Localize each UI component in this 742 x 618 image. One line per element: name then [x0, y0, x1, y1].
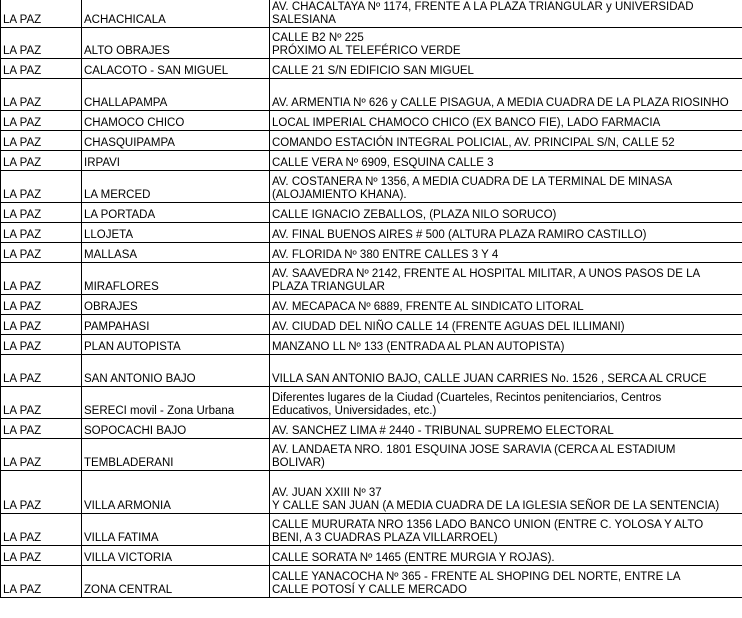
city-cell[interactable]: LA PAZ [1, 79, 82, 111]
address-cell[interactable]: LOCAL IMPERIAL CHAMOCO CHICO (EX BANCO FIE), LADO FARMACIA [270, 111, 742, 131]
city-cell[interactable]: LA PAZ [1, 171, 82, 203]
table-row[interactable] [1, 387, 742, 419]
city-cell[interactable]: LA PAZ [1, 243, 82, 263]
zone-cell[interactable]: VILLA ARMONIA [82, 471, 270, 514]
city-cell[interactable]: LA PAZ [1, 223, 82, 243]
address-cell[interactable]: Diferentes lugares de la Ciudad (Cuarteles, Recintos penitenciarios, Centros Educativos, Universidades, etc.) [270, 387, 742, 419]
zone-cell[interactable]: CHAMOCO CHICO [82, 111, 270, 131]
address-cell[interactable]: COMANDO ESTACIÓN INTEGRAL POLICIAL, AV. PRINCIPAL S/N, CALLE 52 [270, 131, 742, 151]
zone-cell[interactable]: SAN ANTONIO BAJO [82, 355, 270, 387]
table-row[interactable] [1, 439, 742, 471]
zone-cell[interactable]: SOPOCACHI BAJO [82, 419, 270, 439]
address-cell[interactable]: CALLE 21 S/N EDIFICIO SAN MIGUEL [270, 59, 742, 79]
zone-cell[interactable]: VILLA VICTORIA [82, 546, 270, 566]
city-cell[interactable]: LA PAZ [1, 355, 82, 387]
table-row[interactable] [1, 419, 742, 439]
address-cell[interactable]: AV. CIUDAD DEL NIÑO CALLE 14 (FRENTE AGUAS DEL ILLIMANI) [270, 315, 742, 335]
zone-cell[interactable]: ACHACHICALA [82, 0, 270, 28]
address-cell[interactable]: CALLE YANACOCHA Nº 365 - FRENTE AL SHOPING DEL NORTE, ENTRE LA CALLE POTOSÍ Y CALLE MERCADO [270, 566, 742, 598]
address-cell[interactable]: AV. SAAVEDRA Nº 2142, FRENTE AL HOSPITAL MILITAR, A UNOS PASOS DE LA PLAZA TRIANGULAR [270, 263, 742, 295]
city-cell[interactable]: LA PAZ [1, 566, 82, 598]
zone-cell[interactable]: LA MERCED [82, 171, 270, 203]
table-row[interactable] [1, 151, 742, 171]
table-row[interactable] [1, 111, 742, 131]
city-cell[interactable]: LA PAZ [1, 546, 82, 566]
address-cell[interactable]: AV. MECAPACA Nº 6889, FRENTE AL SINDICATO LITORAL [270, 295, 742, 315]
zone-cell[interactable]: TEMBLADERANI [82, 439, 270, 471]
address-cell[interactable]: AV. ARMENTIA Nº 626 y CALLE PISAGUA, A MEDIA CUADRA DE LA PLAZA RIOSINHO [270, 79, 742, 111]
city-cell[interactable]: LA PAZ [1, 59, 82, 79]
zone-cell[interactable]: LLOJETA [82, 223, 270, 243]
city-cell[interactable]: LA PAZ [1, 295, 82, 315]
address-cell[interactable]: AV. FLORIDA Nº 380 ENTRE CALLES 3 Y 4 [270, 243, 742, 263]
address-cell[interactable]: AV. FINAL BUENOS AIRES # 500 (ALTURA PLAZA RAMIRO CASTILLO) [270, 223, 742, 243]
table-row[interactable] [1, 514, 742, 546]
address-cell[interactable]: AV. CHACALTAYA Nº 1174, FRENTE A LA PLAZA TRIANGULAR y UNIVERSIDAD SALESIANA [270, 0, 742, 28]
zone-cell[interactable]: ZONA CENTRAL [82, 566, 270, 598]
address-cell[interactable]: AV. COSTANERA Nº 1356, A MEDIA CUADRA DE LA TERMINAL DE MINASA (ALOJAMIENTO KHANA). [270, 171, 742, 203]
zone-cell[interactable]: CHASQUIPAMPA [82, 131, 270, 151]
zone-cell[interactable]: PLAN AUTOPISTA [82, 335, 270, 355]
address-cell[interactable]: CALLE SORATA Nº 1465 (ENTRE MURGIA Y ROJAS). [270, 546, 742, 566]
zone-cell[interactable]: IRPAVI [82, 151, 270, 171]
zone-cell[interactable]: MIRAFLORES [82, 263, 270, 295]
zone-cell[interactable]: CHALLAPAMPA [82, 79, 270, 111]
city-cell[interactable]: LA PAZ [1, 131, 82, 151]
city-cell[interactable]: LA PAZ [1, 514, 82, 546]
zone-cell[interactable]: SERECI movil - Zona Urbana [82, 387, 270, 419]
city-cell[interactable]: LA PAZ [1, 387, 82, 419]
zone-cell[interactable]: CALACOTO - SAN MIGUEL [82, 59, 270, 79]
city-cell[interactable]: LA PAZ [1, 335, 82, 355]
city-cell[interactable]: LA PAZ [1, 111, 82, 131]
address-cell[interactable]: AV. SANCHEZ LIMA # 2440 - TRIBUNAL SUPREMO ELECTORAL [270, 419, 742, 439]
table-row[interactable] [1, 355, 742, 387]
city-cell[interactable]: LA PAZ [1, 471, 82, 514]
table-row[interactable] [1, 295, 742, 315]
table-row[interactable] [1, 315, 742, 335]
city-cell[interactable]: LA PAZ [1, 203, 82, 223]
address-cell[interactable]: MANZANO LL Nº 133 (ENTRADA AL PLAN AUTOPISTA) [270, 335, 742, 355]
city-cell[interactable]: LA PAZ [1, 263, 82, 295]
address-cell[interactable]: AV. LANDAETA NRO. 1801 ESQUINA JOSE SARAVIA (CERCA AL ESTADIUM BOLIVAR) [270, 439, 742, 471]
address-cell[interactable]: AV. JUAN XXIII Nº 37 Y CALLE SAN JUAN (A MEDIA CUADRA DE LA IGLESIA SEÑOR DE LA SENTENCIA) [270, 471, 742, 514]
zone-cell[interactable]: MALLASA [82, 243, 270, 263]
city-cell[interactable]: LA PAZ [1, 151, 82, 171]
city-cell[interactable]: LA PAZ [1, 28, 82, 59]
city-cell[interactable]: LA PAZ [1, 439, 82, 471]
table-row[interactable] [1, 471, 742, 514]
zone-cell[interactable]: OBRAJES [82, 295, 270, 315]
table-row[interactable] [1, 223, 742, 243]
table-row[interactable] [1, 131, 742, 151]
table-row[interactable] [1, 243, 742, 263]
address-cell[interactable]: CALLE VERA Nº 6909, ESQUINA CALLE 3 [270, 151, 742, 171]
city-cell[interactable]: LA PAZ [1, 315, 82, 335]
address-cell[interactable]: VILLA SAN ANTONIO BAJO, CALLE JUAN CARRIES No. 1526 , SERCA AL CRUCE [270, 355, 742, 387]
zone-cell[interactable]: VILLA FATIMA [82, 514, 270, 546]
table-row[interactable] [1, 59, 742, 79]
address-cell[interactable]: CALLE B2 Nº 225 PRÓXIMO AL TELEFÉRICO VERDE [270, 28, 742, 59]
table-row[interactable] [1, 79, 742, 111]
city-cell[interactable]: LA PAZ [1, 0, 82, 28]
table-row[interactable] [1, 28, 742, 59]
table-row[interactable] [1, 335, 742, 355]
table-row[interactable] [1, 566, 742, 598]
zone-cell[interactable]: LA PORTADA [82, 203, 270, 223]
address-cell[interactable]: CALLE IGNACIO ZEBALLOS, (PLAZA NILO SORUCO) [270, 203, 742, 223]
city-cell[interactable]: LA PAZ [1, 419, 82, 439]
table-row[interactable] [1, 546, 742, 566]
zone-cell[interactable]: ALTO OBRAJES [82, 28, 270, 59]
table-row[interactable] [1, 171, 742, 203]
table-body [1, 0, 742, 598]
address-cell[interactable]: CALLE MURURATA NRO 1356 LADO BANCO UNION (ENTRE C. YOLOSA Y ALTO BENI, A 3 CUADRAS PLAZA VILLARROEL) [270, 514, 742, 546]
table-row[interactable] [1, 263, 742, 295]
table-row[interactable] [1, 203, 742, 223]
zone-cell[interactable]: PAMPAHASI [82, 315, 270, 335]
table-row[interactable] [1, 0, 742, 28]
